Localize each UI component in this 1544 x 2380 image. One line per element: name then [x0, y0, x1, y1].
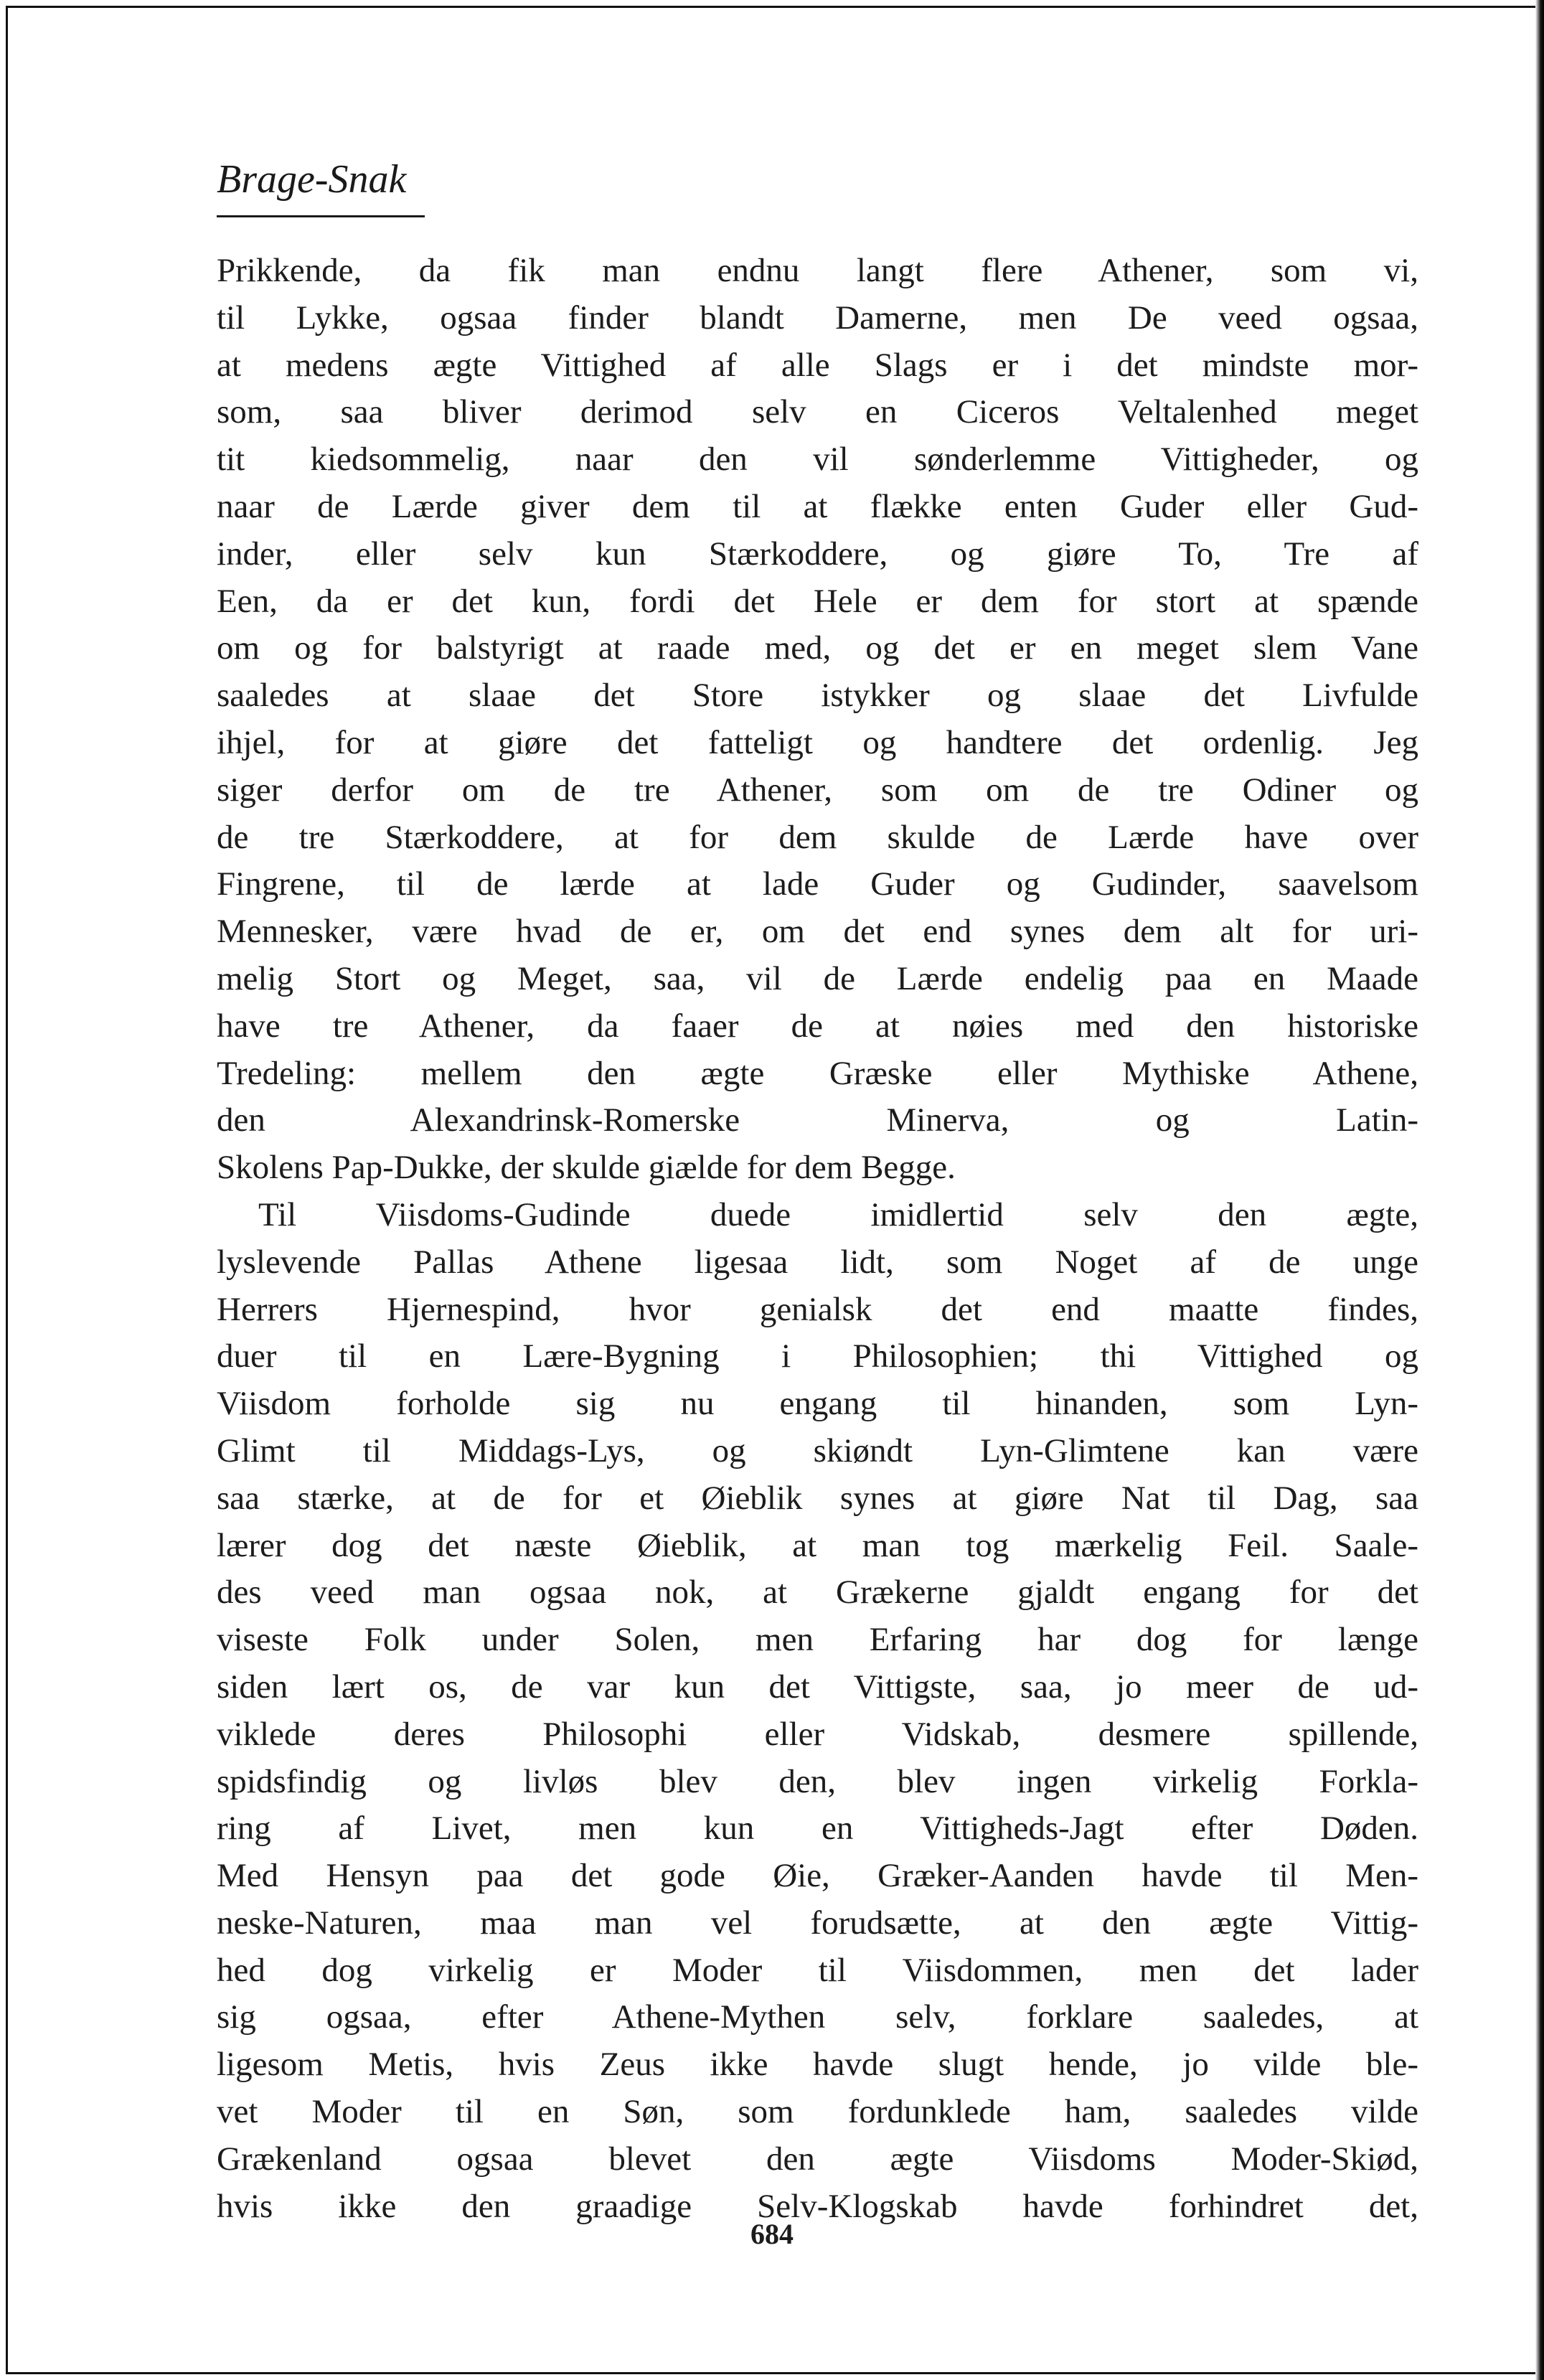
paragraph-end-line: Skolens Pap-Dukke, der skulde giælde for dem Begge.	[217, 1149, 956, 1187]
text-line: ihjel, for at giøre det fatteligt og handtere det ordenlig. Jeg	[217, 723, 1418, 761]
text-line: saaledes at slaae det Store istykker og slaae det Livfulde	[217, 677, 1418, 715]
text-line: Glimt til Middags-Lys, og skiøndt Lyn-Glimtene kan være	[217, 1431, 1418, 1469]
body-text	[217, 248, 1418, 2230]
text-line: siden lært os, de var kun det Vittigste, saa, jo meer de ud-	[217, 1668, 1418, 1706]
text-line: Med Hensyn paa det gode Øie, Græker-Aanden havde til Men-	[217, 1857, 1418, 1895]
text-line: naar de Lærde giver dem til at flække enten Guder eller Gud-	[217, 487, 1418, 525]
text-line: vet Moder til en Søn, som fordunklede ham, saaledes vilde	[217, 2093, 1418, 2131]
text-line: Herrers Hjernespind, hvor genialsk det end maatte findes,	[217, 1290, 1418, 1328]
text-line: ring af Livet, men kun en Vittigheds-Jagt efter Døden.	[217, 1810, 1418, 1848]
text-line: at medens ægte Vittighed af alle Slags er i det mindste mor-	[217, 346, 1418, 384]
text-line: sig ogsaa, efter Athene-Mythen selv, forklare saaledes, at	[217, 1998, 1418, 2036]
text-line: Een, da er det kun, fordi det Hele er dem for stort at spænde	[217, 582, 1418, 620]
text-line: des veed man ogsaa nok, at Grækerne gjaldt engang for det	[217, 1574, 1418, 1612]
page-number: 684	[750, 2218, 794, 2250]
text-line: ligesom Metis, hvis Zeus ikke havde slugt hende, jo vilde ble-	[217, 2046, 1418, 2084]
text-line: Fingrene, til de lærde at lade Guder og Gudinder, saavelsom	[217, 865, 1418, 903]
text-line: viklede deres Philosophi eller Vidskab, desmere spillende,	[217, 1715, 1418, 1753]
text-line: duer til en Lære-Bygning i Philosophien; thi Vittighed og	[217, 1337, 1418, 1375]
text-line: Grækenland ogsaa blevet den ægte Viisdoms Moder-Skiød,	[217, 2140, 1418, 2178]
text-line: melig Stort og Meget, saa, vil de Lærde endelig paa en Maade	[217, 959, 1418, 997]
text-line: inder, eller selv kun Stærkoddere, og giøre To, Tre af	[217, 535, 1418, 573]
text-line: Tredeling: mellem den ægte Græske eller Mythiske Athene,	[217, 1054, 1418, 1092]
text-line: Viisdom forholde sig nu engang til hinanden, som Lyn-	[217, 1385, 1418, 1423]
text-line: de tre Stærkoddere, at for dem skulde de Lærde have over	[217, 818, 1418, 856]
header-underline	[217, 215, 425, 217]
text-line: lyslevende Pallas Athene ligesaa lidt, som Noget af de unge	[217, 1243, 1418, 1281]
text-line: som, saa bliver derimod selv en Ciceros Veltalenhed meget	[217, 393, 1418, 431]
text-line: have tre Athener, da faaer de at nøies med den historiske	[217, 1007, 1418, 1045]
scan-edge-shadow	[1535, 0, 1544, 2380]
text-line: hed dog virkelig er Moder til Viisdommen, men det lader	[217, 1951, 1418, 1989]
text-line: til Lykke, ogsaa finder blandt Damerne, men De veed ogsaa,	[217, 298, 1418, 337]
text-line: saa stærke, at de for et Øieblik synes at giøre Nat til Dag, saa	[217, 1479, 1418, 1517]
text-line: spidsfindig og livløs blev den, blev ingen virkelig Forkla-	[217, 1762, 1418, 1800]
text-line: om og for balstyrigt at raade med, og det er en meget slem Vane	[217, 629, 1418, 667]
text-line: Prikkende, da fik man endnu langt flere Athener, som vi,	[217, 252, 1418, 289]
paragraph-start-line: Til Viisdoms-Gudinde duede imidlertid selv den ægte,	[258, 1195, 1418, 1233]
text-line: siger derfor om de tre Athener, som om de tre Odiner og	[217, 771, 1418, 809]
text-line: viseste Folk under Solen, men Erfaring har dog for længe	[217, 1621, 1418, 1659]
text-line: Mennesker, være hvad de er, om det end synes dem alt for uri-	[217, 913, 1418, 951]
text-line: neske-Naturen, maa man vel forudsætte, at den ægte Vittig-	[217, 1904, 1418, 1942]
text-line: tit kiedsommelig, naar den vil sønderlemme Vittigheder, og	[217, 441, 1418, 479]
text-line: hvis ikke den graadige Selv-Klogskab havde forhindret det,	[217, 2187, 1418, 2225]
text-line: den Alexandrinsk-Romerske Minerva, og Latin-	[217, 1101, 1418, 1139]
text-line: lærer dog det næste Øieblik, at man tog mærkelig Feil. Saale-	[217, 1526, 1418, 1564]
running-title: Brage-Snak	[217, 157, 407, 202]
